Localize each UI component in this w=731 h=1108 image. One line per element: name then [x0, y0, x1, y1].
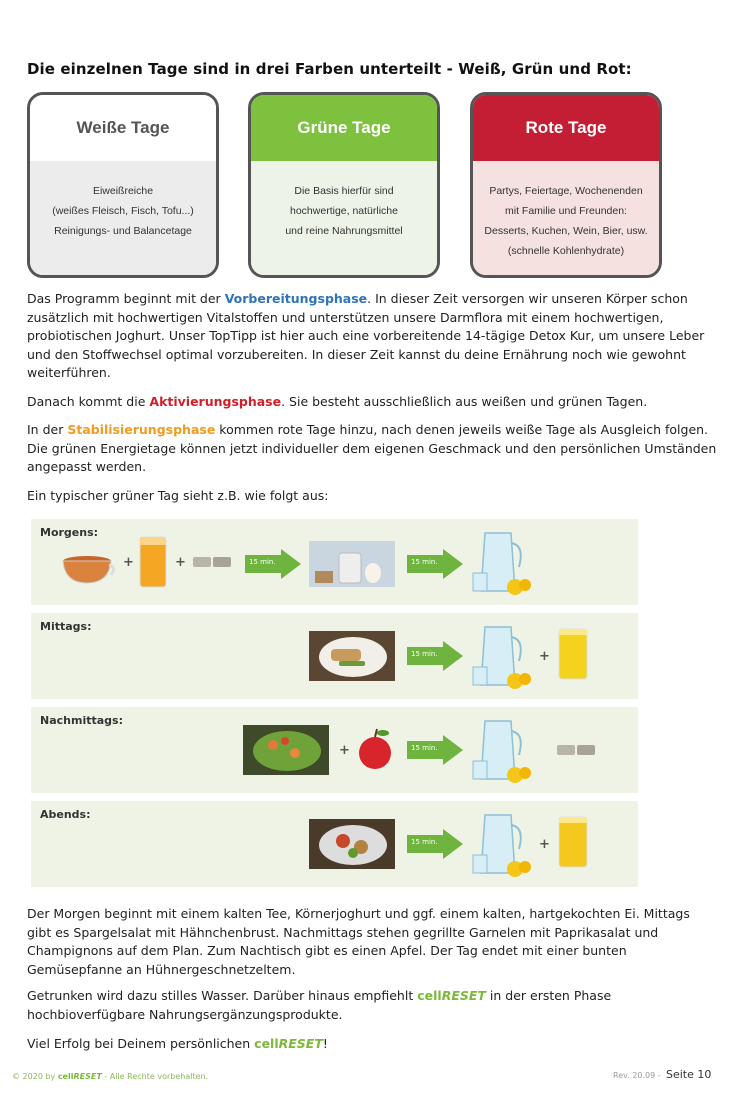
plus-sign: +	[539, 649, 550, 664]
brand-part: RESET	[73, 1072, 102, 1081]
day-type-cards	[27, 92, 667, 280]
meal-panel-evening	[31, 801, 638, 887]
phase-preparation: Vorbereitungsphase	[224, 291, 368, 306]
asparagus-chicken-photo	[309, 631, 395, 681]
arrow-label: 15 min.	[411, 838, 438, 846]
text: Danach kommt die	[27, 394, 150, 409]
text: In der	[27, 422, 68, 437]
water-jug-icon	[471, 809, 535, 879]
plus-sign: +	[339, 743, 350, 758]
vegetable-pan-photo	[309, 819, 395, 869]
text: . In dieser Zeit versorgen wir unseren Körper schon zusätzlich mit hochwertigen Vitalstoffen und unterstützen unsere Darmflora mit einem hochwertigen, probiotischen Joghurt. Unser TopTipp ist hier auch eine vorbereitende 14-tägige Detox Kur, um unsere Leber und den Stoffwechsel optimal vorzubereiten. In dieser Zeit kannst du deine Ernährung noch wie gewohnt weiterführen.	[27, 291, 705, 381]
card-line: Partys, Feiertage, Wochenenden	[489, 185, 643, 197]
juice-glass-icon	[555, 813, 591, 871]
arrow-label: 15 min.	[249, 558, 276, 566]
arrow-15min	[407, 549, 463, 579]
plus-sign: +	[175, 555, 186, 570]
meal-label: Morgens:	[40, 526, 99, 539]
paragraph-typical-day: Ein typischer grüner Tag sieht z.B. wie folgt aus:	[27, 488, 329, 503]
brand-part: cell	[57, 1072, 74, 1081]
meal-label: Mittags:	[40, 620, 92, 633]
water-jug-icon	[471, 621, 535, 691]
water-jug-icon	[471, 527, 535, 597]
arrow-15min	[407, 641, 463, 671]
card-line: mit Familie und Freunden:	[505, 205, 627, 217]
brand-name	[58, 1072, 102, 1081]
arrow-15min	[407, 829, 463, 859]
phase-activation: Aktivierungsphase	[149, 394, 282, 409]
brand-part: cell	[417, 988, 442, 1003]
card-line: Eiweißreiche	[92, 185, 154, 197]
arrow-label: 15 min.	[411, 650, 438, 658]
meal-panel-noon	[31, 613, 638, 699]
footer-revision: Rev. 20.09 -	[613, 1071, 661, 1080]
card-green-days	[248, 92, 440, 278]
plus-sign: +	[123, 555, 134, 570]
card-white-days	[27, 92, 219, 278]
paragraph-closing	[27, 1035, 717, 1054]
card-line: Die Basis hierfür sind	[294, 185, 394, 197]
brand-name	[417, 988, 486, 1003]
card-line: und reine Nahrungsmittel	[285, 225, 403, 237]
brand-name	[254, 1036, 323, 1051]
yogurt-egg-photo	[309, 541, 395, 587]
card-body	[30, 161, 216, 278]
phase-stabilization: Stabilisierungsphase	[67, 422, 216, 437]
card-body	[251, 161, 437, 278]
text: - Alle Rechte vorbehalten.	[101, 1072, 209, 1081]
text: © 2020 by	[12, 1072, 58, 1081]
meal-panel-morning	[31, 519, 638, 605]
text: Das Programm beginnt mit der	[27, 291, 225, 306]
card-line: (weißes Fleisch, Fisch, Tofu...)	[52, 205, 194, 217]
card-line: (schnelle Kohlenhydrate)	[507, 245, 625, 257]
text: Viel Erfolg bei Deinem persönlichen	[27, 1036, 255, 1051]
arrow-label: 15 min.	[411, 558, 438, 566]
card-title: Grüne Tage	[251, 95, 437, 161]
brand-part: RESET	[278, 1036, 323, 1051]
text: in der ersten Phase hochbioverfügbare Nahrungsergänzungsprodukte.	[27, 988, 612, 1022]
text: . Sie besteht ausschließlich aus weißen und grünen Tagen.	[281, 394, 648, 409]
shrimp-salad-photo	[243, 725, 329, 775]
apple-icon	[355, 727, 395, 771]
card-title: Rote Tage	[473, 95, 659, 161]
card-line: hochwertige, natürliche	[290, 205, 398, 217]
meal-panel-afternoon	[31, 707, 638, 793]
text: !	[322, 1036, 328, 1051]
tea-cup-icon	[61, 551, 117, 585]
capsules-icon	[555, 741, 599, 759]
arrow-label: 15 min.	[411, 744, 438, 752]
plus-sign: +	[539, 837, 550, 852]
paragraph-stabilization	[27, 421, 717, 477]
juice-glass-icon	[555, 625, 591, 683]
card-red-days	[470, 92, 662, 278]
card-body	[473, 161, 659, 278]
capsules-icon	[191, 553, 235, 571]
brand-part: cell	[254, 1036, 279, 1051]
meal-label: Abends:	[40, 808, 91, 821]
paragraph-activation	[27, 393, 717, 412]
text: kommen rote Tage hinzu, nach denen jeweils weiße Tage als Ausgleich folgen. Die grünen Energietage können jetzt individueller dem eigenen Geschmack und den persönlichen Umständen angepasst werden.	[27, 422, 717, 475]
brand-part: RESET	[441, 988, 486, 1003]
water-jug-icon	[471, 715, 535, 785]
paragraph-water	[27, 987, 717, 1024]
text: Getrunken wird dazu stilles Wasser. Darüber hinaus empfiehlt	[27, 988, 418, 1003]
card-line: Reinigungs- und Balancetage	[54, 225, 192, 237]
juice-glass-icon	[137, 531, 169, 589]
arrow-15min	[407, 735, 463, 765]
meal-label: Nachmittags:	[40, 714, 123, 727]
page-heading: Die einzelnen Tage sind in drei Farben unterteilt - Weiß, Grün und Rot:	[27, 60, 632, 78]
card-title: Weiße Tage	[30, 95, 216, 161]
footer-copyright	[12, 1072, 208, 1081]
arrow-15min	[245, 549, 301, 579]
paragraph-day-description: Der Morgen beginnt mit einem kalten Tee, Körnerjoghurt und ggf. einem kalten, hartgekochten Ei. Mittags gibt es Spargelsalat mit Hähnchenbrust. Nachmittags stehen gegrillte Garnelen mit Paprikasalat und Champignons auf dem Plan. Zum Nachtisch gibt es einen Apfel. Der Tag endet mit einer bunten Gemüsepfanne an Hühnergeschnetzeltem.	[27, 906, 690, 977]
page-number: Seite 10	[666, 1068, 712, 1081]
paragraph-preparation	[27, 290, 717, 383]
card-line: Desserts, Kuchen, Wein, Bier, usw.	[484, 225, 648, 237]
